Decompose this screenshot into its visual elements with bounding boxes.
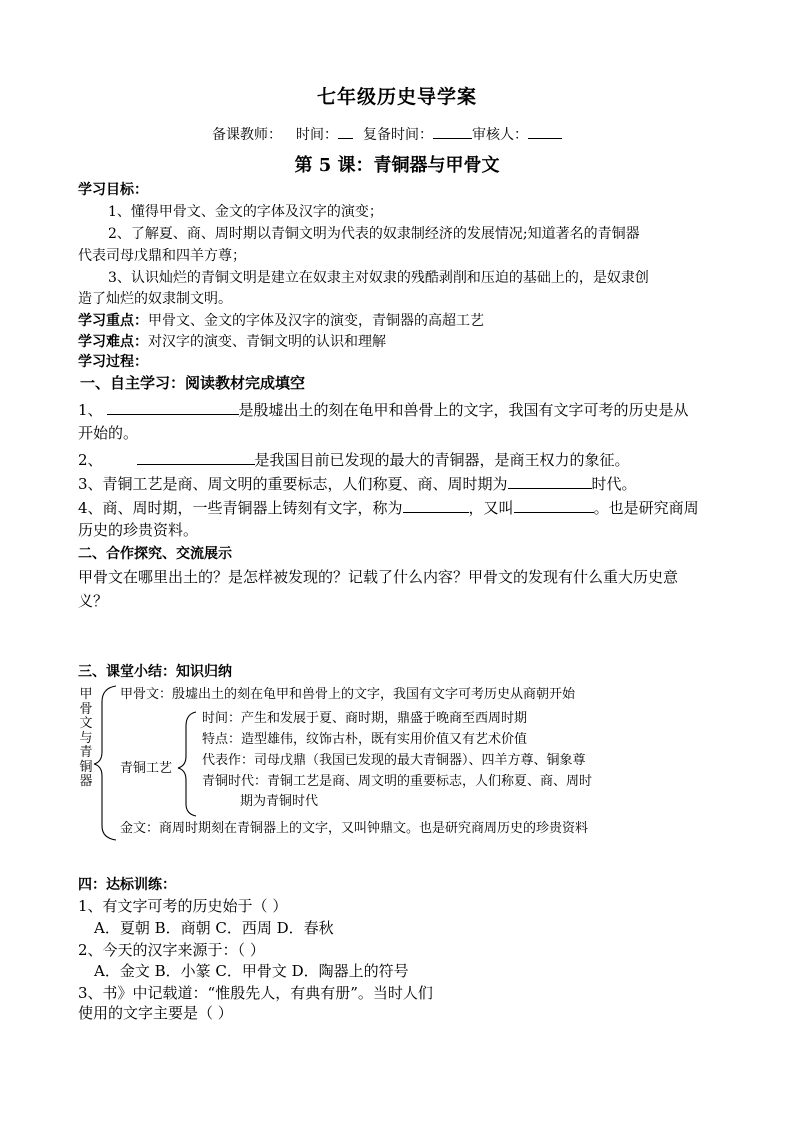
q4-line-cont: 历史的珍贵资料。 <box>78 521 199 539</box>
focus-text: 甲骨文、金文的字体及汉字的演变，青铜器的高超工艺 <box>148 313 484 329</box>
summary-bronze-time: 时间：产生和发展于夏、商时期，鼎盛于晚商至西周时期 <box>202 711 528 726</box>
outer-brace <box>94 686 116 840</box>
objectives-heading: 学习目标： <box>78 182 148 198</box>
section1-heading: 一、自主学习：阅读教材完成填空 <box>80 374 306 392</box>
section3-heading: 三、课堂小结：知识归纳 <box>78 664 232 680</box>
teacher-label: 备课教师： <box>212 127 282 143</box>
process-heading: 学习过程： <box>78 354 148 370</box>
q2-text: 是我国目前已发现的最大的青铜器，是商王权力的象征。 <box>254 451 630 469</box>
inner-brace <box>178 712 196 816</box>
exercise-q2: 2、今天的汉字来源于：（ ） <box>78 941 265 959</box>
q1-line-cont: 开始的。 <box>78 424 139 442</box>
difficulty-label: 学习难点： <box>78 334 148 350</box>
q2-number: 2、 <box>78 451 103 469</box>
section2-question: 甲骨文在哪里出土的？是怎样被发现的？记载了什么内容？甲骨文的发现有什么重大历史意 <box>78 568 679 586</box>
summary-oracle: 甲骨文：殷墟出土的刻在龟甲和兽骨上的文字，我国有文字可考历史从商朝开始 <box>120 687 576 702</box>
objective-item: 1、懂得甲骨文、金文的字体及汉字的演变； <box>108 204 383 220</box>
q4-text: 4、商、周时期，一些青铜器上铸刻有文字，称为 <box>78 499 403 517</box>
q4-mid: ，又叫 <box>468 499 514 517</box>
exercise-q3-cont: 使用的文字主要是（ ） <box>78 1004 233 1022</box>
objective-item: 3、认识灿烂的青铜文明是建立在奴隶主对奴隶的残酷剥削和压迫的基础上的，是奴隶创 <box>108 270 649 286</box>
section2-question-cont: 义？ <box>78 592 109 610</box>
q4-end: 。也是研究商周 <box>593 499 699 517</box>
objective-item: 代表司母戊鼎和四羊方尊； <box>78 248 246 264</box>
q3-text: 3、青铜工艺是商、周文明的重要标志，人们称夏、商、周时期为 <box>78 475 508 493</box>
summary-bronze-rep: 代表作：司母戊鼎（我国已发现的最大青铜器）、四羊方尊、铜象尊 <box>202 753 586 768</box>
review-time-label: 复备时间： <box>363 127 433 143</box>
objective-item: 造了灿烂的奴隶制文明。 <box>78 291 232 307</box>
summary-bronze-label: 青铜工艺 <box>120 761 173 776</box>
summary-jinwen: 金文：商周时期刻在青铜器上的文字，又叫钟鼎文。也是研究商周历史的珍贵资料 <box>120 821 589 836</box>
lesson-title: 第 5 课：青铜器与甲骨文 <box>294 155 500 176</box>
objective-item: 2、了解夏、商、周时期以青铜文明为代表的奴隶制经济的发展情况;知道著名的青铜器 <box>108 226 640 242</box>
section4-heading: 四：达标训练： <box>78 877 176 893</box>
time-label: 时间： <box>296 127 338 143</box>
reviewer-label: 审核人： <box>472 127 528 143</box>
difficulty-text: 对汉字的演变、青铜文明的认识和理解 <box>148 334 386 350</box>
q1-number: 1、 <box>78 401 103 419</box>
summary-bronze-feature: 特点：造型雄伟，纹饰古朴，既有实用价值又有艺术价值 <box>202 732 528 747</box>
summary-vertical-title: 甲骨文与青铜器 <box>79 687 93 789</box>
q3-end: 时代。 <box>591 475 637 493</box>
exercise-q3: 3、书》中记载道：“惟殷先人，有典有册”。当时人们 <box>78 984 433 1002</box>
summary-bronze-era-cont: 期为青铜时代 <box>240 794 319 809</box>
exercise-q1-options: A．夏朝 B．商朝 C．西周 D．春秋 <box>94 919 334 937</box>
section2-heading: 二、合作探究、交流展示 <box>78 546 232 562</box>
exercise-q1: 1、有文字可考的历史始于（ ） <box>78 897 288 915</box>
exercise-q2-options: A．金文 B．小篆 C．甲骨文 D．陶器上的符号 <box>94 962 409 980</box>
summary-bronze-era: 青铜时代：青铜工艺是商、周文明的重要标志，人们称夏、商、周时 <box>202 774 593 789</box>
page-title: 七年级历史导学案 <box>316 86 477 108</box>
focus-label: 学习重点： <box>78 313 148 329</box>
q1-text: 是殷墟出土的刻在龟甲和兽骨上的文字，我国有文字可考的历史是从 <box>238 401 689 419</box>
